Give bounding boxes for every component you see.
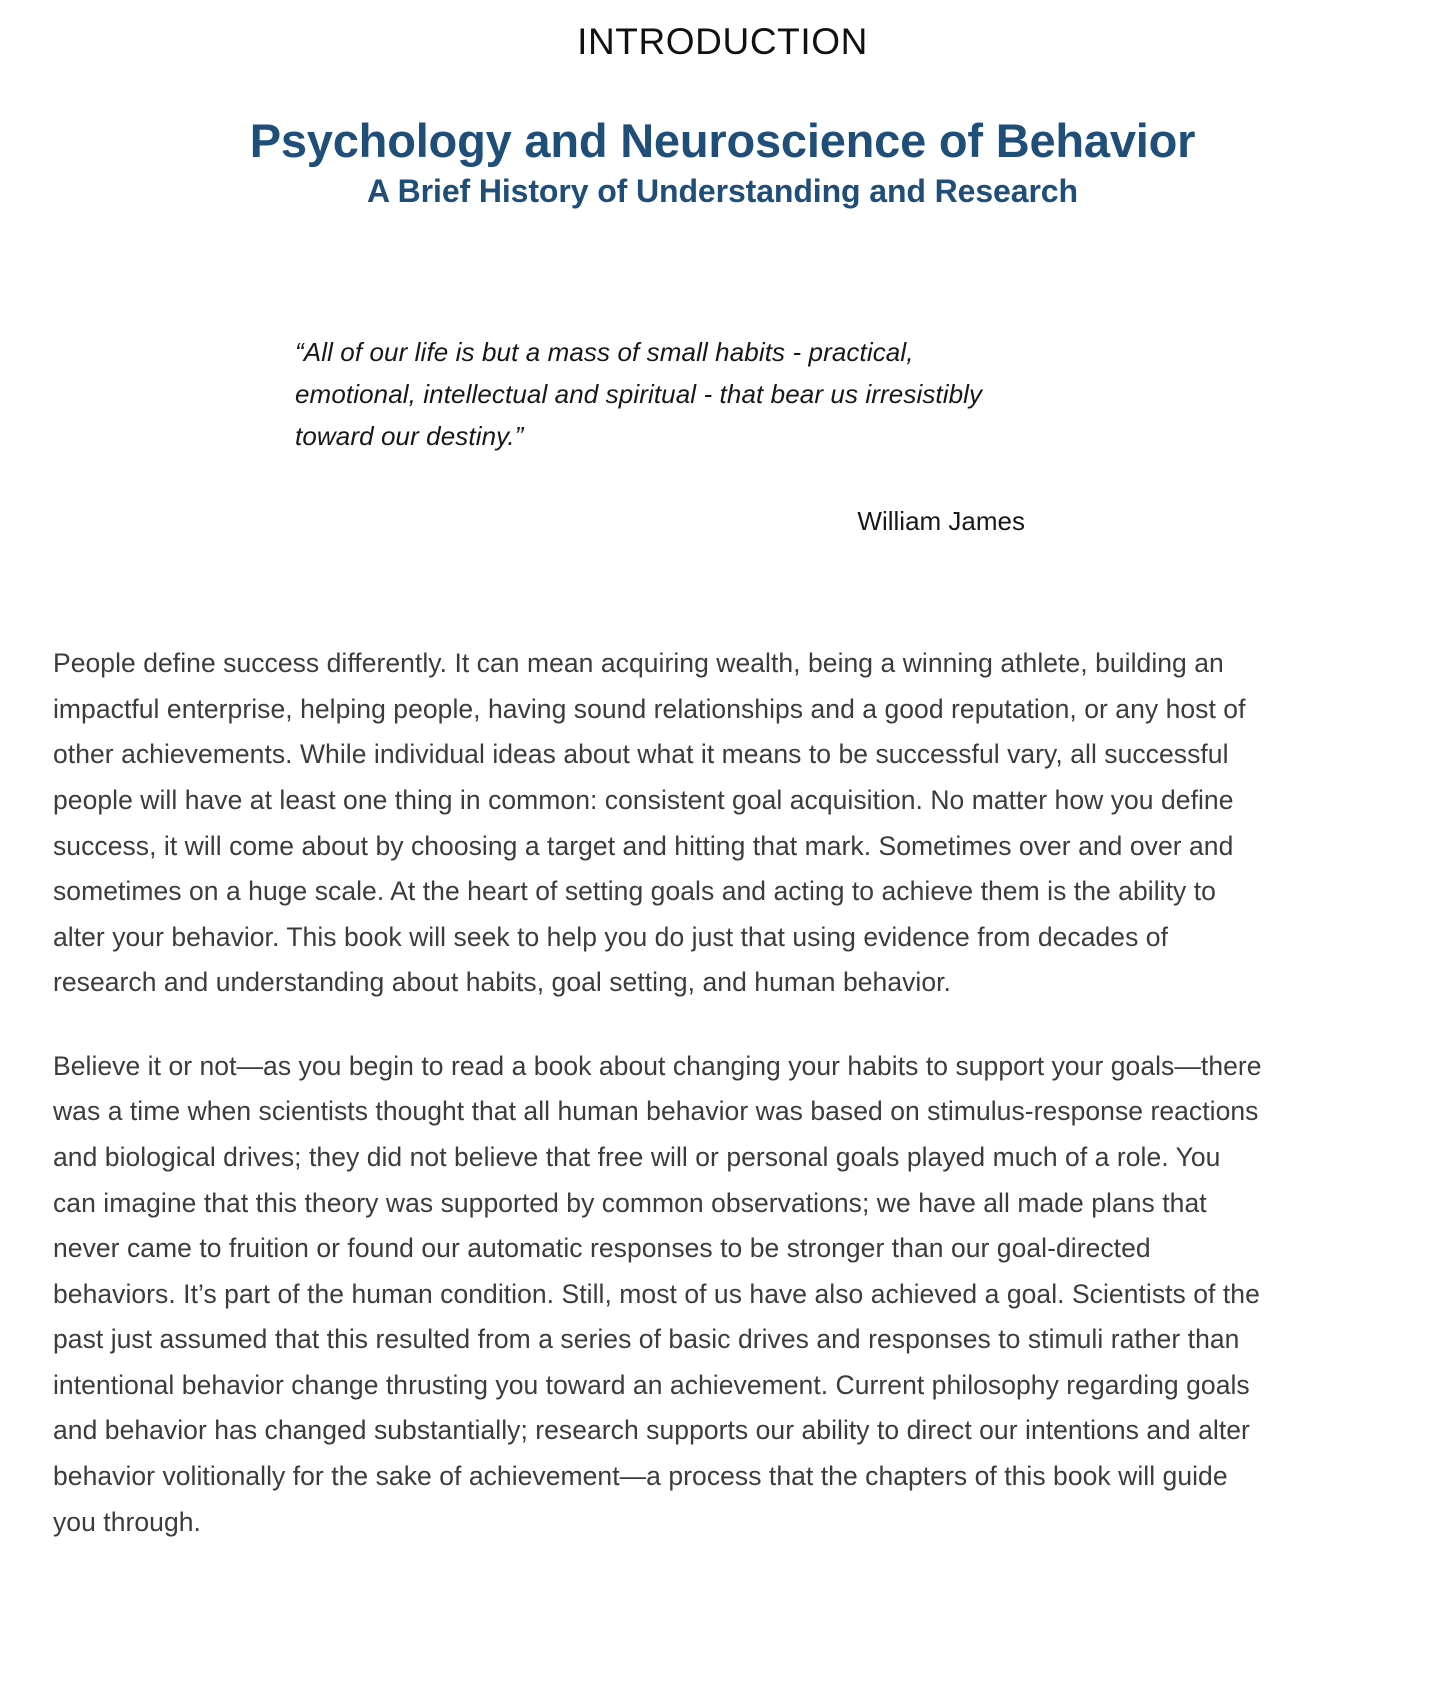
body-paragraph: Believe it or not—as you begin to read a book about changing your habits to support your goals—there was a time when scientists thought that all human behavior was based on stimulus-response reactions and biological drives; they did not believe that free will or personal goals played much of a role. You can imagine that this theory was supported by common observations; we have all made plans that never came to fruition or found our automatic responses to be stronger than our goal-directed behaviors. It’s part of the human condition. Still, most of us have also achieved a goal. Scientists of the past just assumed that this resulted from a series of basic drives and responses to stimuli rather than intentional behavior change thrusting you toward an achievement. Current philosophy regarding goals and behavior has changed substantially; research supports our ability to direct our intentions and alter behavior volitionally for the sake of achievement—a process that the chapters of this book will guide you through. (53, 1050, 1262, 1537)
section-eyebrow-label: INTRODUCTION (577, 21, 868, 62)
body-paragraph: People define success differently. It can mean acquiring wealth, being a winning athlete, building an impactful enterprise, helping people, having sound relationships and a good reputation, or any host of other achievements. While individual ideas about what it means to be successful vary, all successful people will have at least one thing in common: consistent goal acquisition. No matter how you define success, it will come about by choosing a target and hitting that mark. Sometimes over and over and sometimes on a huge scale. At the heart of setting goals and acting to achieve them is the ability to alter your behavior. This book will seek to help you do just that using evidence from decades of research and understanding about habits, goal setting, and human behavior. (53, 648, 1246, 998)
pull-quote-attribution: William James (857, 506, 1025, 537)
pull-quote-text: “All of our life is but a mass of small habits - practical, emotional, intellectual and spiritual - that bear us irresistibly toward our destiny.” (295, 337, 983, 452)
document-header (0, 0, 1445, 63)
pull-quote-block (0, 331, 1445, 539)
body-content (0, 641, 1445, 1545)
page-title: Psychology and Neuroscience of Behavior (249, 113, 1196, 167)
page-subtitle: A Brief History of Understanding and Research (367, 173, 1078, 210)
title-block (0, 115, 1445, 211)
